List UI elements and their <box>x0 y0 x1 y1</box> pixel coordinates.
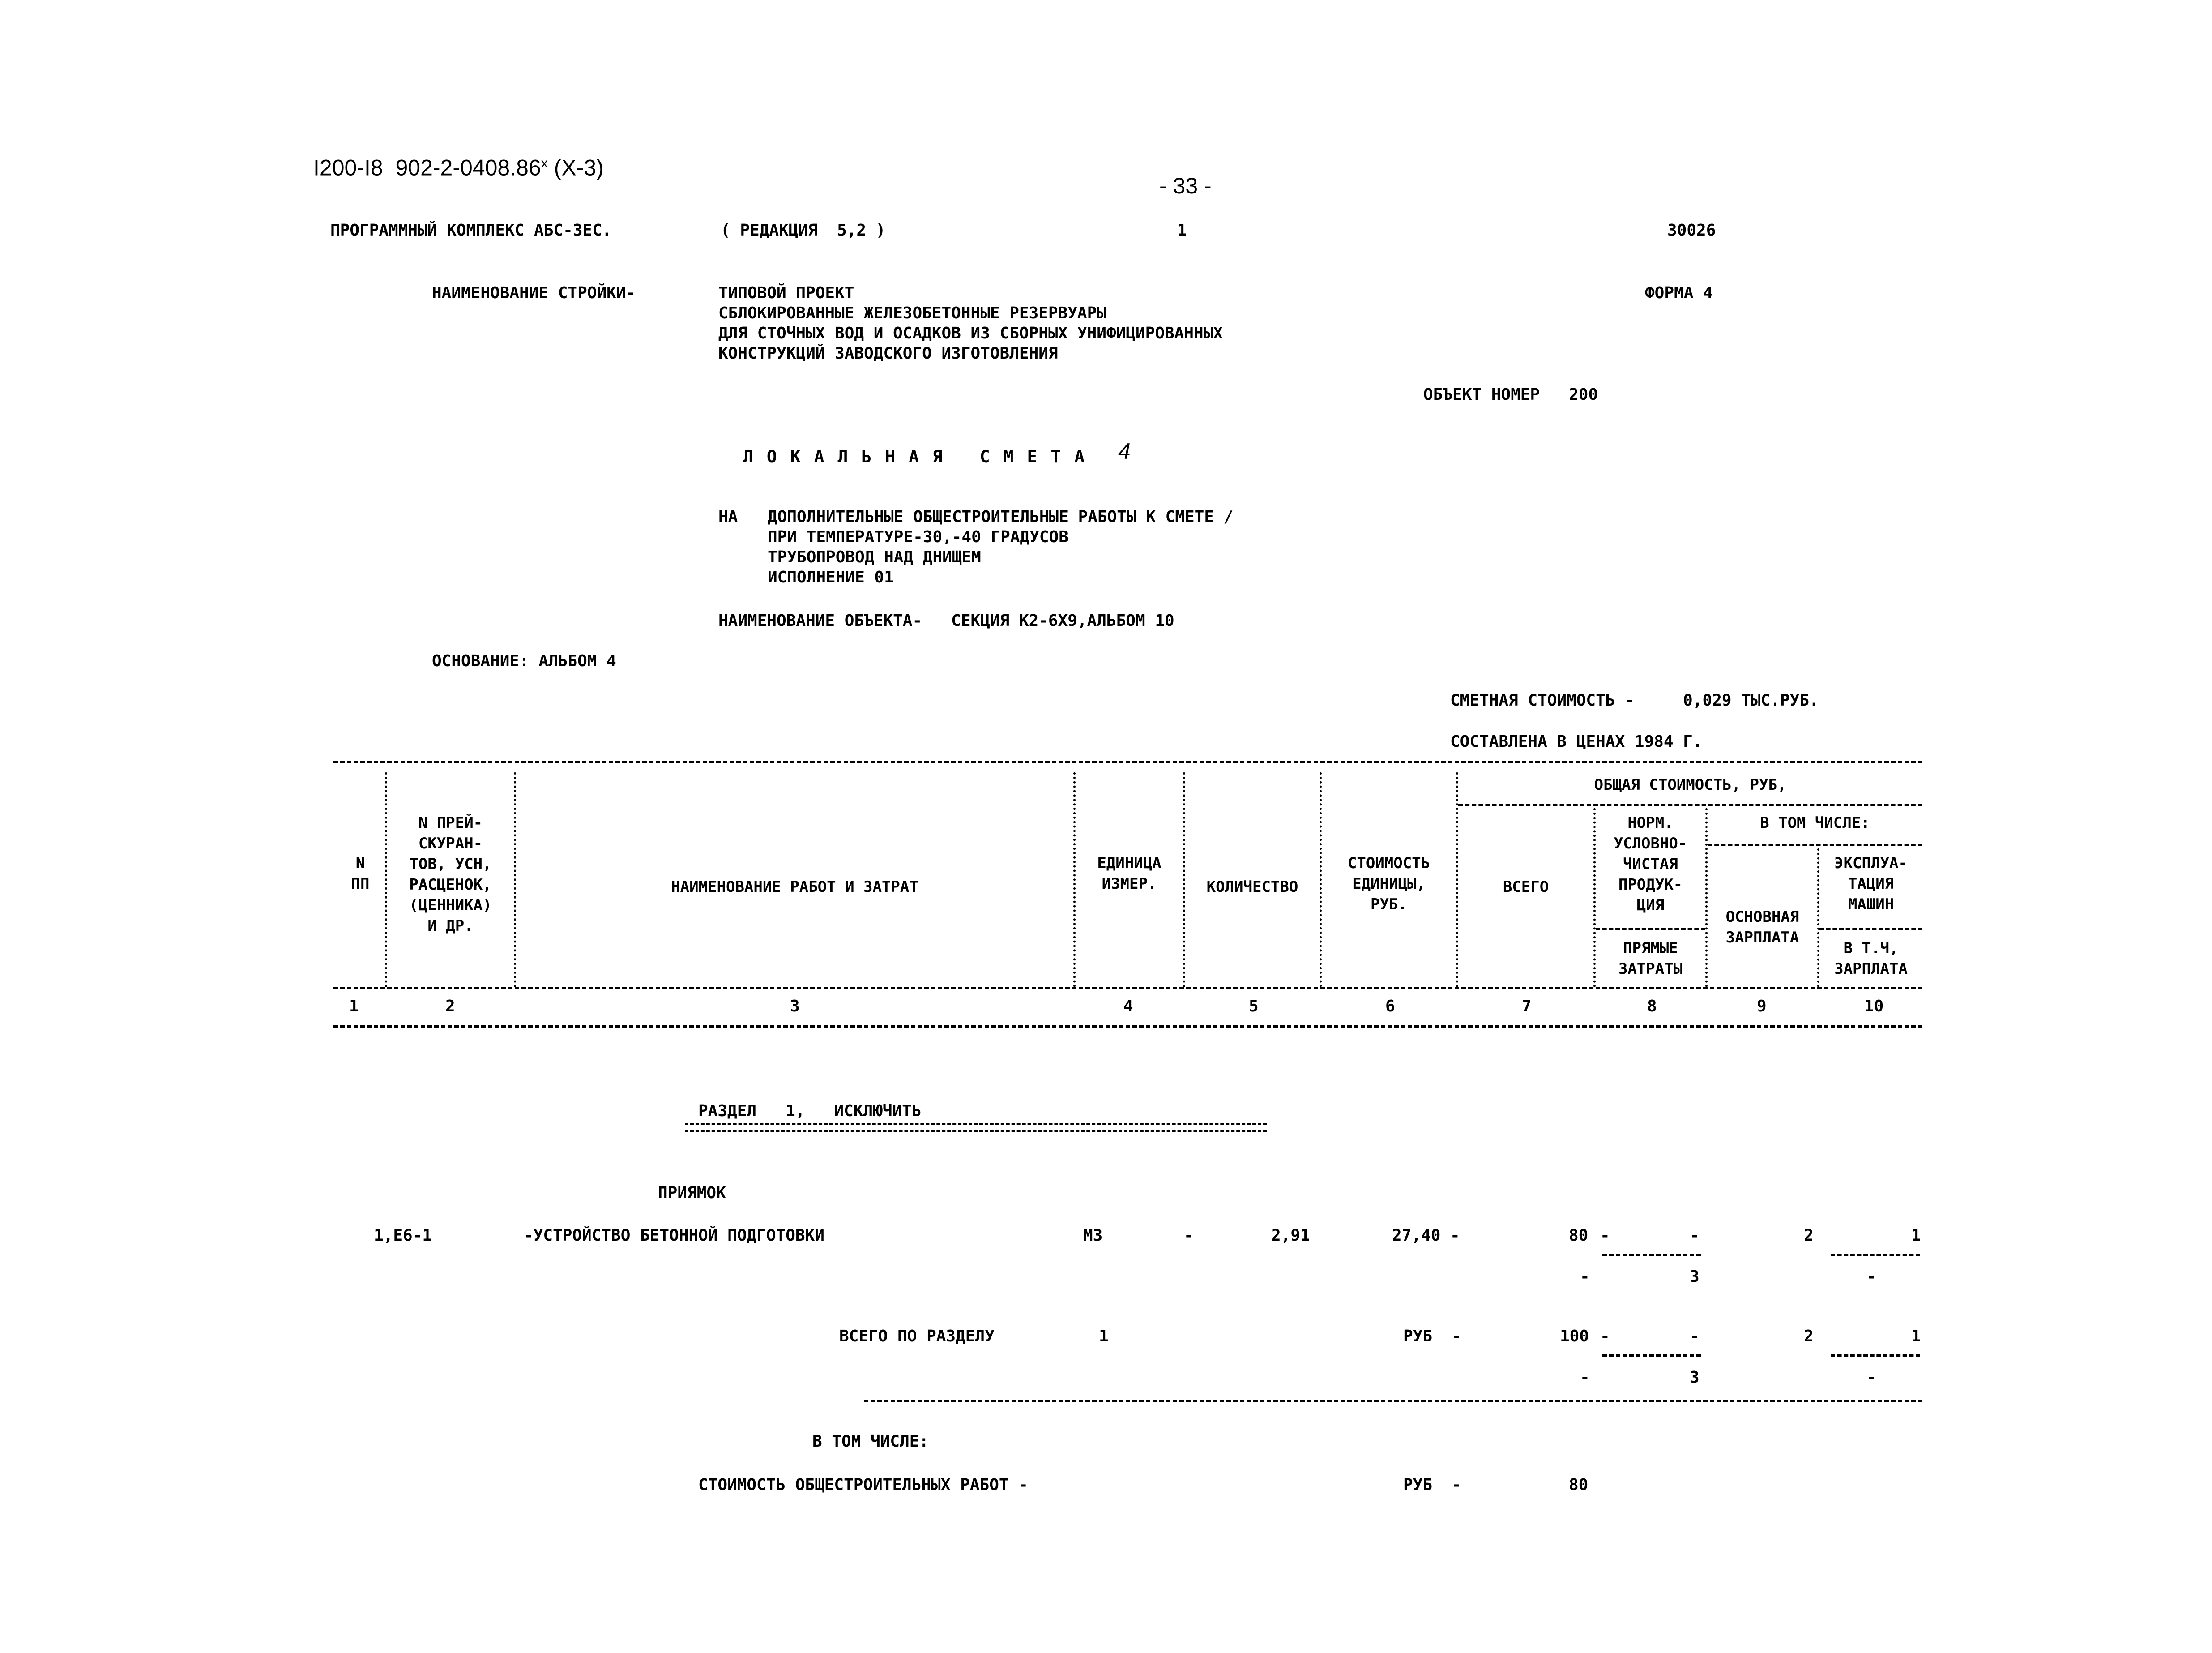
table-header-rule <box>333 987 1922 989</box>
col-sep-8 <box>1705 808 1708 987</box>
row-c8-rule <box>1602 1254 1701 1256</box>
object-name: НАИМЕНОВАНИЕ ОБЪЕКТА- СЕКЦИЯ К2-6Х9,АЛЬБОМ 10 <box>718 612 1174 630</box>
col-number-8: 8 <box>1647 997 1657 1015</box>
estimate-line-3: ТРУБОПРОВОД НАД ДНИЩЕМ <box>768 548 981 566</box>
col-header-unit: ЕДИНИЦА ИЗМЕР. <box>1097 854 1162 893</box>
col-header-base-salary: ОСНОВНАЯ ЗАРПЛАТА <box>1725 908 1799 946</box>
col-header-work-name: НАИМЕНОВАНИЕ РАБОТ И ЗАТРАТ <box>671 878 918 896</box>
object-number: ОБЪЕКТ НОМЕР 200 <box>1423 385 1598 404</box>
section-underline <box>685 1123 1267 1132</box>
col-header-total-cost: ОБЩАЯ СТОИМОСТЬ, РУБ, <box>1594 776 1787 794</box>
section-total-rule <box>864 1400 1922 1402</box>
estimate-line-4: ИСПОЛНЕНИЕ 01 <box>768 568 894 587</box>
building-line-1: ТИПОВОЙ ПРОЕКТ <box>718 284 854 302</box>
estimate-line-2: ПРИ ТЕМПЕРАТУРЕ-30,-40 ГРАДУСОВ <box>768 528 1068 546</box>
building-line-3: ДЛЯ СТОЧНЫХ ВОД И ОСАДКОВ ИЗ СБОРНЫХ УНИФИЦИРОВАННЫХ <box>718 324 1223 343</box>
table-top-rule <box>333 761 1922 763</box>
section-total-num: 1 <box>1099 1327 1109 1345</box>
col-number-3: 3 <box>790 997 800 1015</box>
section-total-c8c: - <box>1580 1368 1590 1387</box>
col-header-machine-salary: В Т.Ч, ЗАРПЛАТА <box>1834 939 1908 978</box>
section-total-c8-rule <box>1602 1354 1701 1357</box>
program-name: ПРОГРАММНЫЙ КОМПЛЕКС АБС-3ЕС. <box>330 221 612 240</box>
col-header-num: N ПП <box>351 854 370 893</box>
document-id: 30026 <box>1667 221 1716 240</box>
page-number: - 33 - <box>1159 173 1212 198</box>
prices-year: СОСТАВЛЕНА В ЦЕНАХ 1984 Г. <box>1450 732 1703 751</box>
table-bottom-rule <box>333 1025 1922 1028</box>
in-that-rule <box>1708 844 1922 846</box>
row-code: 1,Е6-1 <box>374 1226 432 1245</box>
col-number-2: 2 <box>445 997 455 1015</box>
building-label: НАИМЕНОВАНИЕ СТРОЙКИ- <box>432 284 636 302</box>
col-number-6: 6 <box>1385 997 1395 1015</box>
general-works-value: 80 <box>1569 1476 1589 1494</box>
general-works-label: СТОИМОСТЬ ОБЩЕСТРОИТЕЛЬНЫХ РАБОТ - <box>698 1476 1028 1494</box>
general-works-unit: РУБ - <box>1403 1476 1462 1494</box>
col-header-norm-products: НОРМ. УСЛОВНО- ЧИСТАЯ ПРОДУК- ЦИЯ <box>1614 814 1687 914</box>
estimate-na: НА <box>718 508 738 526</box>
col-number-4: 4 <box>1123 997 1133 1015</box>
col-number-7: 7 <box>1522 997 1532 1015</box>
col-header-in-that: В ТОМ ЧИСЛЕ: <box>1760 814 1870 832</box>
row-total: 80 <box>1569 1226 1589 1245</box>
section-total-label: ВСЕГО ПО РАЗДЕЛУ <box>839 1327 995 1345</box>
row-c8c: - <box>1580 1268 1590 1286</box>
row-c10a: 1 <box>1911 1226 1921 1245</box>
row-c10-rule <box>1831 1254 1920 1256</box>
document-code: I200-I8 902-2-0408.86$^x$ (X-3) <box>313 155 604 180</box>
section-subtitle: ПРИЯМОК <box>658 1184 726 1202</box>
row-qty-dash: - <box>1184 1226 1194 1245</box>
estimate-title: ЛОКАЛЬНАЯ СМЕТА <box>743 447 1098 467</box>
row-unit: М3 <box>1083 1226 1103 1245</box>
section-total-c8d: 3 <box>1690 1368 1700 1387</box>
edition: ( РЕДАКЦИЯ 5,2 ) <box>721 221 886 240</box>
sheet-number: 1 <box>1177 221 1187 240</box>
col-header-quantity: КОЛИЧЕСТВО <box>1206 878 1298 896</box>
row-c8b: - <box>1690 1226 1700 1245</box>
section-total-c10a: 1 <box>1911 1327 1921 1345</box>
row-unit-price: 27,40 - <box>1392 1226 1460 1245</box>
basis: ОСНОВАНИЕ: АЛЬБОМ 4 <box>432 652 616 670</box>
estimate-line-1: ДОПОЛНИТЕЛЬНЫЕ ОБЩЕСТРОИТЕЛЬНЫЕ РАБОТЫ К СМЕТЕ / <box>768 508 1234 526</box>
col-header-machines: ЭКСПЛУА- ТАЦИЯ МАШИН <box>1834 854 1908 913</box>
estimated-cost: СМЕТНАЯ СТОИМОСТЬ - 0,029 ТЫС.РУБ. <box>1450 691 1819 710</box>
section-total-c8b: - <box>1690 1327 1700 1345</box>
col-number-9: 9 <box>1757 997 1767 1015</box>
col-number-10: 10 <box>1864 997 1884 1015</box>
building-line-2: СБЛОКИРОВАННЫЕ ЖЕЛЕЗОБЕТОННЫЕ РЕЗЕРВУАРЫ <box>718 304 1106 322</box>
row-c8a: - <box>1600 1226 1610 1245</box>
c8-split-rule <box>1596 928 1705 930</box>
col-header-unit-cost: СТОИМОСТЬ ЕДИНИЦЫ, РУБ. <box>1347 854 1431 913</box>
form-number: ФОРМА 4 <box>1645 284 1713 302</box>
section-total-value: 100 <box>1560 1327 1589 1345</box>
col-number-5: 5 <box>1249 997 1259 1015</box>
col-header-total: ВСЕГО <box>1503 878 1549 896</box>
row-c9: 2 <box>1804 1226 1814 1245</box>
col-number-1: 1 <box>349 997 359 1015</box>
building-line-4: КОНСТРУКЦИЙ ЗАВОДСКОГО ИЗГОТОВЛЕНИЯ <box>718 344 1058 363</box>
section-total-c9: 2 <box>1804 1327 1814 1345</box>
total-cost-rule <box>1458 804 1922 806</box>
row-c10b: - <box>1866 1268 1876 1286</box>
row-name: -УСТРОЙСТВО БЕТОННОЙ ПОДГОТОВКИ <box>524 1226 824 1245</box>
section-total-unit: РУБ - <box>1403 1327 1462 1345</box>
col-header-direct-costs: ПРЯМЫЕ ЗАТРАТЫ <box>1618 939 1683 978</box>
section-total-c10-rule <box>1831 1354 1920 1357</box>
including-label: В ТОМ ЧИСЛЕ: <box>812 1432 929 1451</box>
col-header-price-list: N ПРЕЙ- СКУРАН- ТОВ, УСН, РАСЦЕНОК, (ЦЕННИКА) И ДР. <box>409 814 492 935</box>
section-total-c10b: - <box>1866 1368 1876 1387</box>
section-title: РАЗДЕЛ 1, ИСКЛЮЧИТЬ <box>698 1102 922 1120</box>
section-total-c8a: - <box>1600 1327 1610 1345</box>
estimate-number: 4 <box>1118 439 1131 464</box>
c10-split-rule <box>1819 928 1922 930</box>
row-c8d: 3 <box>1690 1268 1700 1286</box>
row-quantity: 2,91 <box>1271 1226 1310 1245</box>
